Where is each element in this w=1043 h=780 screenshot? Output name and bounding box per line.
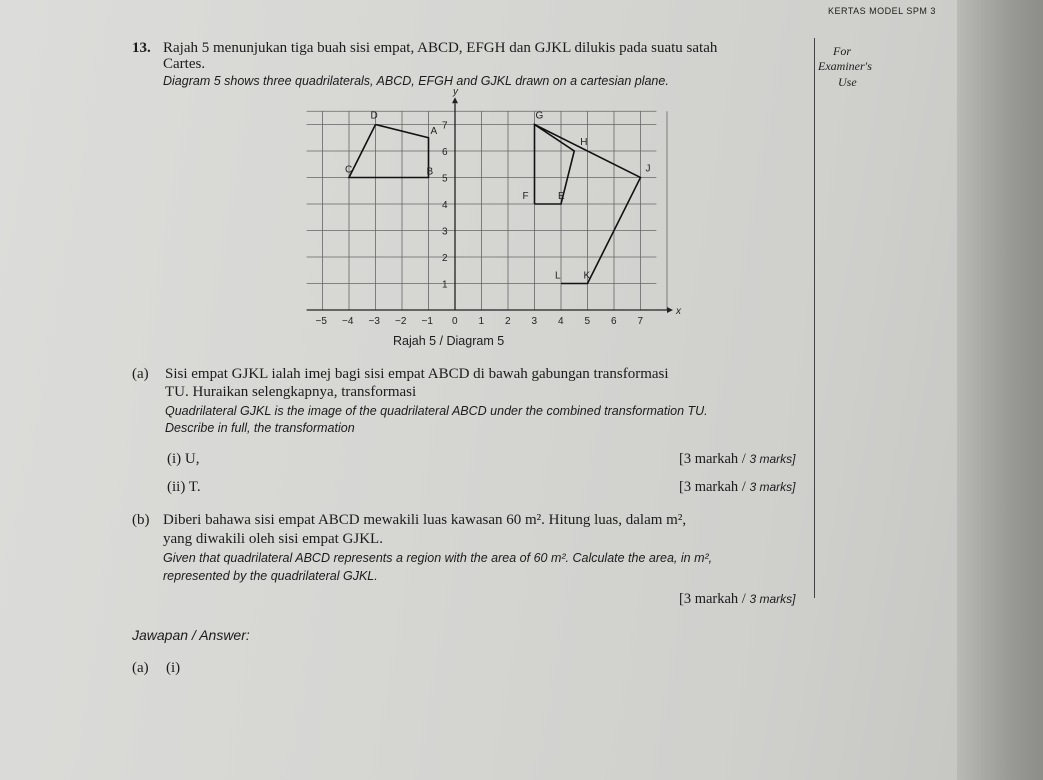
y-axis-label: y	[453, 86, 458, 98]
grid-lines	[307, 111, 667, 310]
part-b-en-line2: represented by the quadrilateral GJKL.	[163, 569, 378, 583]
part-b-marks: [3 markah / 3 marks]	[679, 591, 796, 607]
part-a-en-line1: Quadrilateral GJKL is the image of the quadrilateral ABCD under the combined transformation TU.	[165, 404, 708, 418]
part-a-i-marks: [3 markah / 3 marks]	[679, 451, 796, 467]
y-tick-label: 3	[442, 226, 448, 238]
vertex-label-f: F	[522, 191, 529, 202]
x-tick-label: 1	[478, 316, 485, 327]
vertex-label-e: E	[558, 191, 565, 202]
x-tick-label: 4	[558, 316, 564, 327]
vertex-label-d: D	[370, 110, 378, 122]
y-tick-label: 7	[442, 120, 448, 132]
y-tick-label: 5	[442, 173, 448, 185]
question-intro-ms-line2: Cartes.	[163, 56, 206, 72]
vertex-labels	[345, 111, 651, 282]
question-intro-en: Diagram 5 shows three quadrilaterals, ABCD, EFGH and GJKL drawn on a cartesian plane.	[163, 74, 669, 88]
examiner-label-for: For	[833, 44, 851, 58]
cartesian-diagram	[290, 86, 681, 330]
x-tick-label: −1	[421, 316, 433, 327]
question-intro-ms-line1: Rajah 5 menunjukan tiga buah sisi empat, ABCD, EFGH dan GJKL dilukis pada suatu satah	[163, 40, 718, 56]
x-tick-label: −4	[342, 316, 354, 327]
part-a-ii-marks: [3 markah / 3 marks]	[679, 479, 796, 495]
page-edge-shadow	[957, 0, 1043, 780]
axes	[307, 97, 673, 313]
examiner-label-use: Use	[838, 75, 857, 89]
answer-i-label: (i)	[166, 660, 181, 676]
vertex-label-g: G	[535, 110, 544, 122]
x-tick-label: −3	[368, 316, 380, 327]
part-a-ii-label: (ii) T.	[167, 479, 201, 495]
examiner-label-examiners: Examiner's	[818, 59, 872, 73]
vertex-label-b: B	[426, 166, 434, 178]
part-b-ms-line1: Diberi bahawa sisi empat ABCD mewakili luas kawasan 60 m². Hitung luas, dalam m²,	[163, 512, 687, 528]
x-tick-label: 2	[505, 316, 511, 327]
paper-title: KERTAS MODEL SPM 3	[828, 6, 936, 16]
part-a-ms-line1: Sisi empat GJKL ialah imej bagi sisi empat ABCD di bawah gabungan transformasi	[165, 366, 669, 382]
part-a-ms-line2: TU. Huraikan selengkapnya, transformasi	[165, 384, 417, 400]
x-tick-label: 6	[611, 316, 617, 327]
examiner-margin-line	[814, 38, 815, 598]
question-number: 13.	[132, 40, 151, 56]
x-tick-label: 5	[584, 316, 591, 327]
vertex-label-j: J	[645, 163, 651, 175]
x-axis-label: x	[676, 306, 681, 317]
y-tick-label: 1	[442, 279, 448, 291]
answer-heading: Jawapan / Answer:	[132, 627, 250, 643]
x-tick-label: 7	[637, 316, 644, 327]
x-tick-label: −2	[395, 316, 407, 327]
x-tick-label: 3	[531, 316, 538, 327]
vertex-label-l: L	[555, 270, 561, 282]
vertex-label-a: A	[430, 125, 438, 137]
vertex-label-c: C	[345, 164, 353, 176]
x-tick-label: 0	[452, 316, 458, 327]
y-tick-label: 6	[442, 147, 448, 158]
vertex-label-h: H	[580, 137, 588, 148]
part-a-i-label: (i) U,	[167, 451, 200, 467]
x-tick-label: −5	[315, 316, 327, 327]
diagram-caption: Rajah 5 / Diagram 5	[393, 334, 505, 348]
y-tick-label: 4	[442, 200, 448, 211]
y-tick-label: 2	[442, 253, 448, 264]
part-b-en-line1: Given that quadrilateral ABCD represents a region with the area of 60 m². Calculate the area, in m²,	[163, 551, 713, 565]
part-b-ms-line2: yang diwakili oleh sisi empat GJKL.	[163, 531, 383, 547]
part-a-label: (a)	[132, 366, 149, 382]
quadrilateral-EFGH	[535, 125, 575, 205]
answer-a-label: (a)	[132, 660, 149, 676]
part-b-label: (b)	[132, 512, 150, 528]
vertex-label-k: K	[583, 270, 591, 282]
tick-labels	[316, 86, 683, 327]
part-a-en-line2: Describe in full, the transformation	[165, 421, 355, 435]
